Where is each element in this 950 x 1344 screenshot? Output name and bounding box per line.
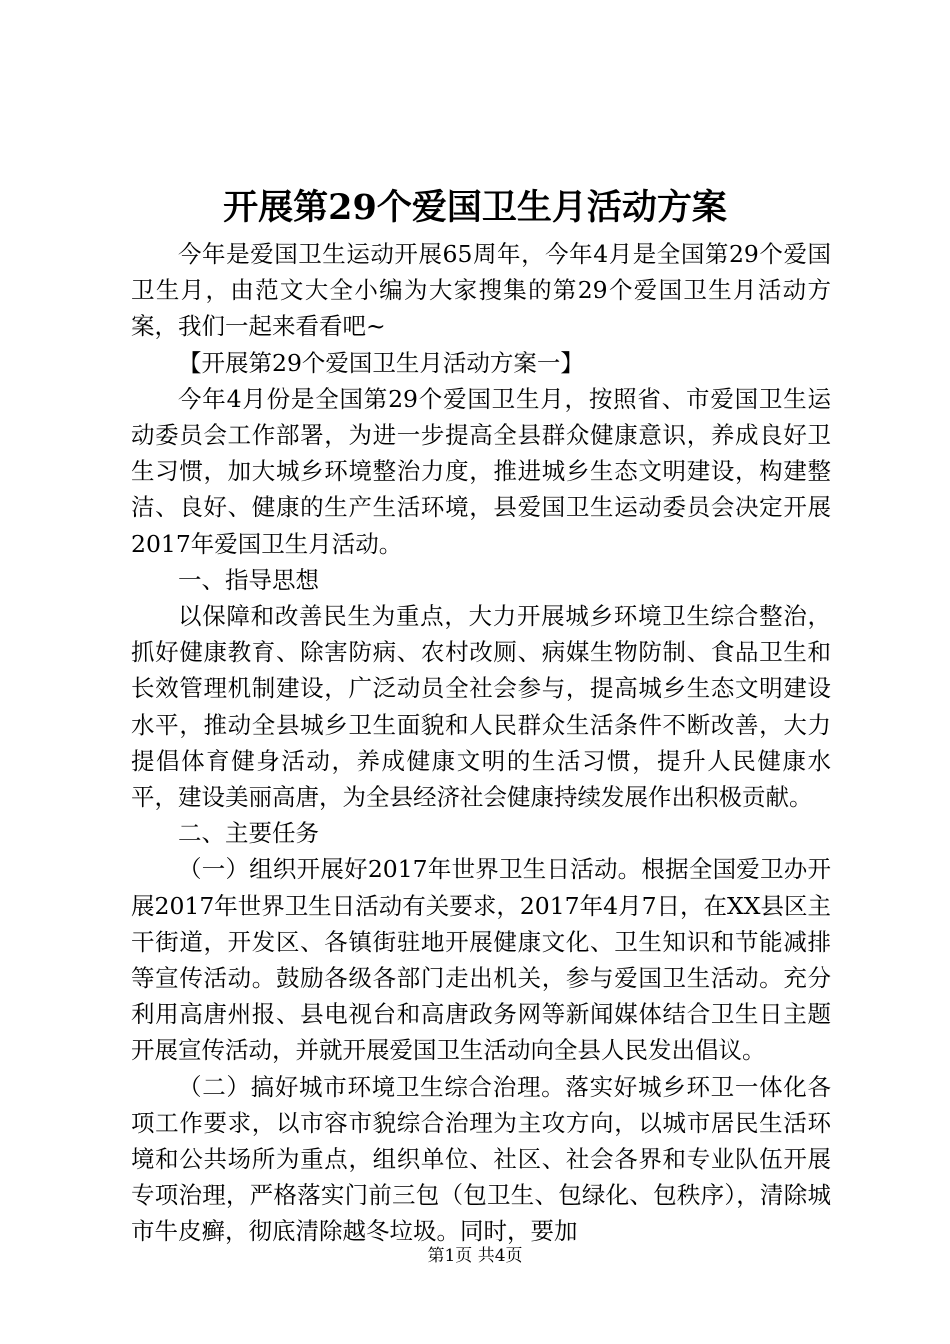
heading-main-tasks: 二、主要任务 [178, 819, 319, 848]
heading-guiding-ideology: 一、指导思想 [178, 565, 319, 594]
task-two-paragraph: （二）搞好城市环境卫生综合治理。落实好城乡环卫一体化各项工作要求，以市容市貌综合治理为主攻方向，以城市居民生活环境和公共场所为重点，组织单位、社区、社会各界和专业队伍开展专项治理，严格落实门前三包（包卫生、包绿化、包秩序），清除城市牛皮癣，彻底清除越冬垃圾。同时，要加 [131, 1072, 831, 1246]
guiding-ideology-paragraph: 以保障和改善民生为重点，大力开展城乡环境卫生综合整治，抓好健康教育、除害防病、农村改厕、病媒生物防制、食品卫生和长效管理机制建设，广泛动员全社会参与，提高城乡生态文明建设水平，推动全县城乡卫生面貌和人民群众生活条件不断改善，大力提倡体育健身活动，养成健康文明的生活习惯，提升人民健康水平，建设美丽高唐，为全县经济社会健康持续发展作出积极贡献。 [131, 602, 831, 812]
page-number: 第1页 共4页 [427, 1246, 523, 1266]
intro-paragraph: 今年是爱国卫生运动开展65周年，今年4月是全国第29个爱国卫生月，由范文大全小编为大家搜集的第29个爱国卫生月活动方案，我们一起来看看吧~ [131, 240, 831, 341]
plan-intro-paragraph: 今年4月份是全国第29个爱国卫生月，按照省、市爱国卫生运动委员会工作部署，为进一步提高全县群众健康意识，养成良好卫生习惯，加大城乡环境整治力度，推进城乡生态文明建设，构建整洁、良好、健康的生产生活环境，县爱国卫生运动委员会决定开展2017年爱国卫生月活动。 [131, 384, 831, 558]
task-one-paragraph: （一）组织开展好2017年世界卫生日活动。根据全国爱卫办开展2017年世界卫生日活动有关要求，2017年4月7日，在XX县区主干街道，开发区、各镇街驻地开展健康文化、卫生知识和节能减排等宣传活动。鼓励各级各部门走出机关，参与爱国卫生活动。充分利用高唐州报、县电视台和高唐政务网等新闻媒体结合卫生日主题开展宣传活动，并就开展爱国卫生活动向全县人民发出倡议。 [131, 855, 831, 1065]
section-heading-plan-one: 【开展第29个爱国卫生月活动方案一】 [178, 348, 584, 377]
document-body [131, 236, 831, 1250]
document-title: 开展第29个爱国卫生月活动方案 [223, 187, 727, 228]
